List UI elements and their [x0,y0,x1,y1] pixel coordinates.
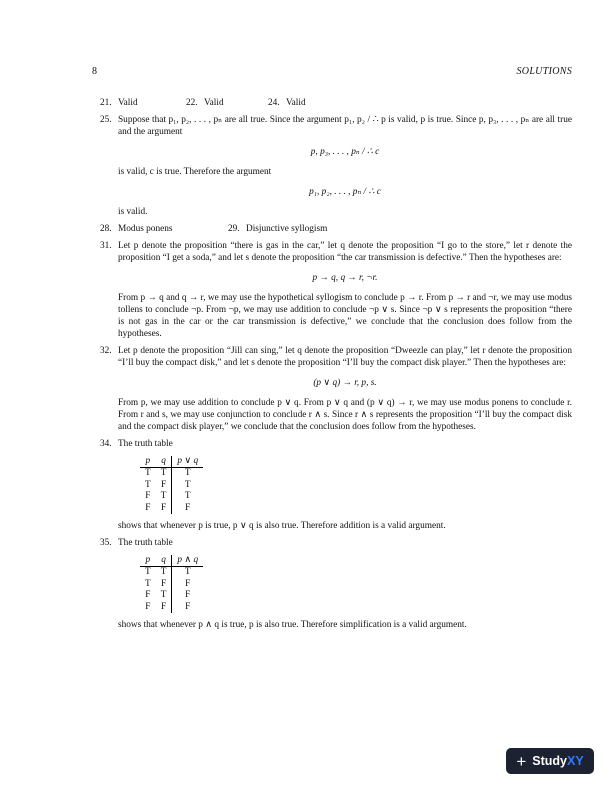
table-row: T F T [145,479,191,490]
answer-text: Suppose that p₁, p₂, . . . , pₙ are all true. Since the argument p₁, p₂ / ∴ p is valid, p is true. Since p, p₃, . . . , pₙ are all true and the argument [118,115,572,137]
table-header: p ∧ q [172,555,203,567]
display-formula: p → q, q → r, ¬r. [312,273,378,283]
answer-text: is valid. [118,207,148,217]
answer-25 [100,114,572,218]
table-row: T T T [145,468,191,479]
answer-text: The truth table [118,439,173,449]
answer-text: Valid [204,98,224,108]
answer-32 [100,345,572,433]
table-row: T F F [145,578,191,589]
answer-text: From p → q and q → r, we may use the hypothetical syllogism to conclude p → r. From p → r and ¬r, we may use modus tollens to conclude ¬p. From ¬p, we may use addition to conclude ¬p ∨ s. Since ¬p ∨ s represents the proposition “there is not gas in the car or the car transmission is defective,” we conclude that the conclusion does follow from the hypotheses. [118,293,572,339]
item-number: 34. [100,439,112,449]
display-formula: p₁, p₂, . . . , pₙ / ∴ c [309,187,381,197]
item-number: 22. [186,98,198,108]
plus-icon: + [516,751,527,771]
answers-21-22-24 [100,97,572,109]
item-number: 35. [100,538,112,549]
item-number: 25. [100,115,112,125]
page-number: 8 [92,66,97,77]
table-row: F T F [145,590,191,601]
item-number: 28. [100,224,112,234]
answer-text: shows that whenever p is true, p ∨ q is also true. Therefore addition is a valid argument. [118,521,446,532]
answers-28-29 [100,223,572,235]
display-formula: p, p₃, . . . , pₙ / ∴ c [310,147,380,157]
answer-34 [100,438,572,532]
item-number: 24. [268,98,280,108]
answer-text: Let p denote the proposition “there is gas in the car,” let q denote the proposition “I go to the store,” let r denote the proposition “I get a soda,” and let s denote the proposition “the car transmission is defective.” Then the hypotheses are: [118,241,572,263]
truth-table [140,456,203,514]
table-row: F F F [145,601,191,612]
answer-31 [100,240,572,340]
table-row: F T T [145,491,191,502]
logo-word-xy: XY [566,754,584,768]
table-row: F F F [145,502,191,513]
item-number: 32. [100,346,112,356]
table-header: q [156,456,172,468]
answer-text: The truth table [118,538,173,549]
answer-text: Valid [286,98,306,108]
table-header: p [140,456,156,468]
studyxy-logo[interactable] [506,748,594,774]
answer-text: shows that whenever p ∧ q is true, p is also true. Therefore simplification is a valid argument. [118,620,467,631]
logo-word-study: Study [532,754,567,768]
answer-text: is valid, c is true. Therefore the argument [118,167,272,177]
item-number: 21. [100,98,112,108]
item-number: 29. [228,224,240,234]
table-row: T T T [145,567,191,578]
answer-text: Disjunctive syllogism [246,224,328,234]
item-number: 31. [100,241,112,251]
table-header: q [156,555,172,567]
answer-text: Modus ponens [118,224,173,234]
table-header: p [140,555,156,567]
table-header: p ∨ q [172,456,203,468]
answer-text: Valid [118,98,138,108]
answer-text: From p, we may use addition to conclude p ∨ q. From p ∨ q and (p ∨ q) → r, we may use modus ponens to conclude r. From r and s, we may use conjunction to conclude r ∧ s. Since r ∧ s represents the proposition “I’ll buy the compact disk and the compact disk player,” we conclude that the conclusion does follow from the hypotheses. [118,398,572,432]
answer-35 [100,537,572,631]
display-formula: (p ∨ q) → r, p, s. [313,378,377,388]
solutions-content [100,97,572,631]
answer-text: Let p denote the proposition “Jill can sing,” let q denote the proposition “Dweezle can play,” let r denote the proposition “I’ll buy the compact disk,” and let s denote the proposition “I’ll buy the compact disk player.” Then the hypotheses are: [118,346,572,368]
truth-table [140,555,203,613]
running-title: SOLUTIONS [516,66,572,77]
